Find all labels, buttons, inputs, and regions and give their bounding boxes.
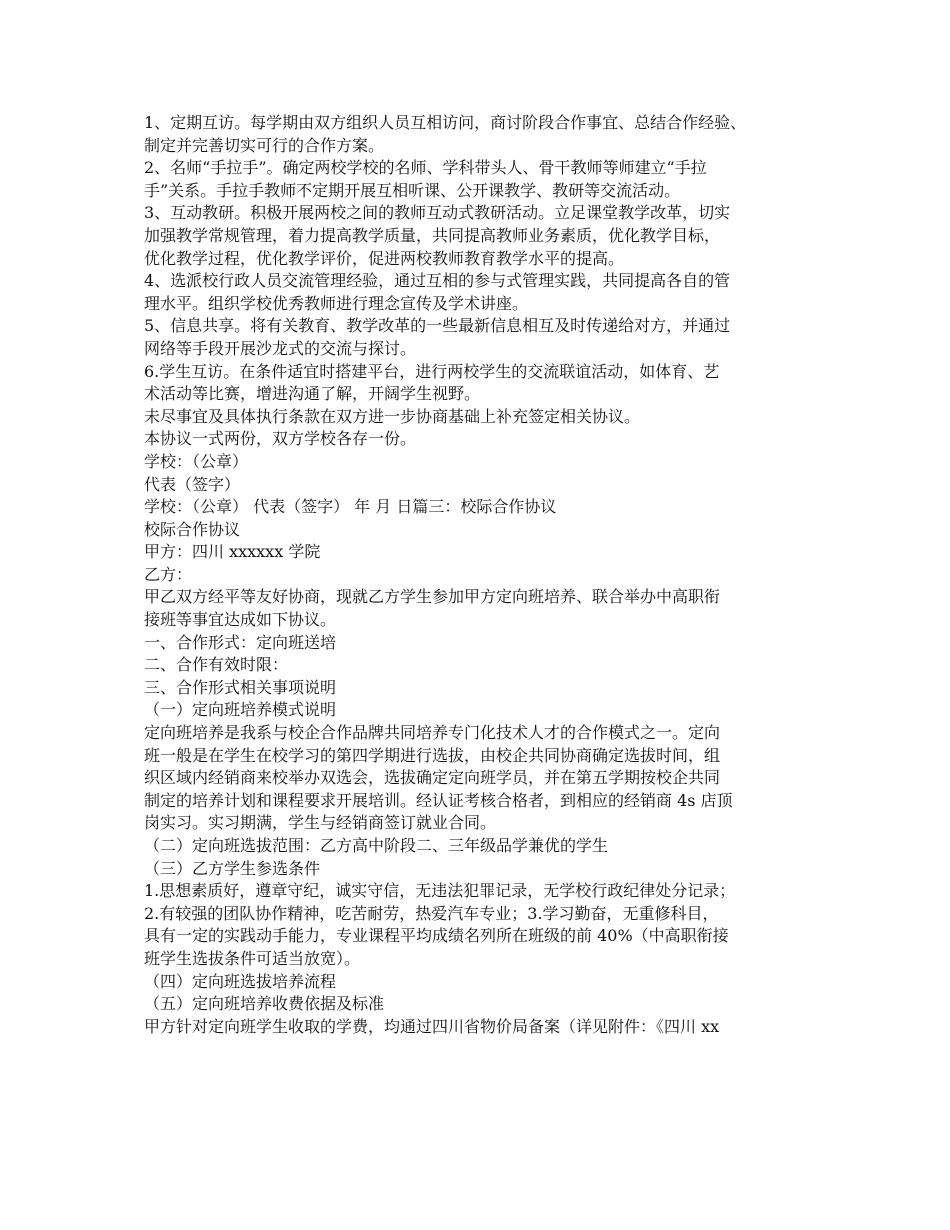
- text-line-38: 班学生选拔条件可适当放宽）。: [144, 948, 361, 968]
- text-line-41: 甲方针对定向班学生收取的学费，均通过四川省物价局备案（详见附件：《四川 xx: [144, 1016, 720, 1036]
- text-line-29: 班一般是在学生在校学习的第四学期进行选拔，由校企共同协商确定选拔时间，组: [144, 745, 721, 765]
- text-line-12: 6.学生互访。在条件适宜时搭建平台，进行两校学生的交流联谊活动，如体育、艺: [144, 361, 720, 381]
- text-line-11: 网络等手段开展沙龙式的交流与探讨。: [144, 338, 417, 358]
- text-line-21: 乙方：: [144, 564, 193, 584]
- text-line-19: 校际合作协议: [144, 519, 241, 539]
- text-line-40: （五）定向班培养收费依据及标准: [144, 994, 385, 1014]
- text-line-30: 织区域内经销商来校举办双选会，选拔确定定向班学员，并在第五学期按校企共同: [144, 768, 721, 788]
- text-line-27: （一）定向班培养模式说明: [144, 700, 337, 720]
- text-line-16: 学校：（公章）: [144, 451, 249, 471]
- text-line-13: 术活动等比赛，增进沟通了解，开阔学生视野。: [144, 384, 481, 404]
- document-page: [144, 112, 824, 1038]
- text-line-9: 理水平。组织学校优秀教师进行理念宣传及学术讲座。: [144, 293, 529, 313]
- text-line-22: 甲乙双方经平等友好协商，现就乙方学生参加甲方定向班培养、联合举办中高职衔: [144, 587, 721, 607]
- text-line-17: 代表（签字）: [144, 474, 241, 494]
- text-line-32: 岗实习。实习期满，学生与经销商签订就业合同。: [144, 813, 497, 833]
- text-line-15: 本协议一式两份，双方学校各存一份。: [144, 429, 417, 449]
- text-line-23: 接班等事宜达成如下协议。: [144, 610, 337, 630]
- text-line-1: 1、定期互访。每学期由双方组织人员互相访问，商讨阶段合作事宜、总结合作经验、: [144, 113, 747, 132]
- text-line-3: 2、名师“手拉手”。确定两校学校的名师、学科带头人、骨干教师等师建立“手拉: [144, 158, 707, 178]
- text-line-24: 一、合作形式：定向班送培: [144, 632, 337, 652]
- text-line-33: （二）定向班选拔范围：乙方高中阶段二、三年级品学兼优的学生: [144, 836, 609, 855]
- text-line-36: 2.有较强的团队协作精神，吃苦耐劳，热爱汽车专业；3.学习勤奋，无重修科目，: [144, 903, 719, 923]
- text-line-28: 定向班培养是我系与校企合作品牌共同培养专门化技术人才的合作模式之一。定向: [144, 723, 721, 743]
- text-line-8: 4、选派校行政人员交流管理经验，通过互相的参与式管理实践，共同提高各自的管: [144, 271, 731, 291]
- text-line-35: 1.思想素质好，遵章守纪，诚实守信，无违法犯罪记录，无学校行政纪律处分记录；: [144, 881, 736, 901]
- text-line-26: 三、合作形式相关事项说明: [144, 677, 337, 697]
- text-line-39: （四）定向班选拔培养流程: [144, 971, 337, 991]
- text-line-4: 手”关系。手拉手教师不定期开展互相听课、公开课教学、教研等交流活动。: [144, 180, 681, 200]
- text-line-7: 优化教学过程，优化教学评价，促进两校教师教育教学水平的提高。: [144, 248, 625, 268]
- text-line-18: 学校：（公章） 代表（签字） 年 月 日篇三：校际合作协议: [144, 497, 557, 517]
- text-line-14: 未尽事宜及具体执行条款在双方进一步协商基础上补充签定相关协议。: [144, 406, 641, 426]
- text-line-6: 加强教学常规管理，着力提高教学质量，共同提高教师业务素质，优化教学目标，: [144, 225, 721, 245]
- text-line-25: 二、合作有效时限：: [144, 655, 289, 675]
- text-line-31: 制定的培养计划和课程要求开展培训。经认证考核合格者，到相应的经销商 4s 店顶: [144, 790, 733, 810]
- text-line-37: 具有一定的实践动手能力，专业课程平均成绩名列所在班级的前 40%（中高职衔接: [144, 926, 729, 946]
- text-line-20: 甲方：四川 xxxxxx 学院: [144, 542, 321, 562]
- text-line-5: 3、互动教研。积极开展两校之间的教师互动式教研活动。立足课堂教学改革，切实: [144, 203, 731, 223]
- text-line-10: 5、信息共享。将有关教育、教学改革的一些最新信息相互及时传递给对方，并通过: [144, 316, 731, 336]
- text-line-34: （三）乙方学生参选条件: [144, 858, 321, 878]
- text-line-2: 制定并完善切实可行的合作方案。: [144, 135, 385, 155]
